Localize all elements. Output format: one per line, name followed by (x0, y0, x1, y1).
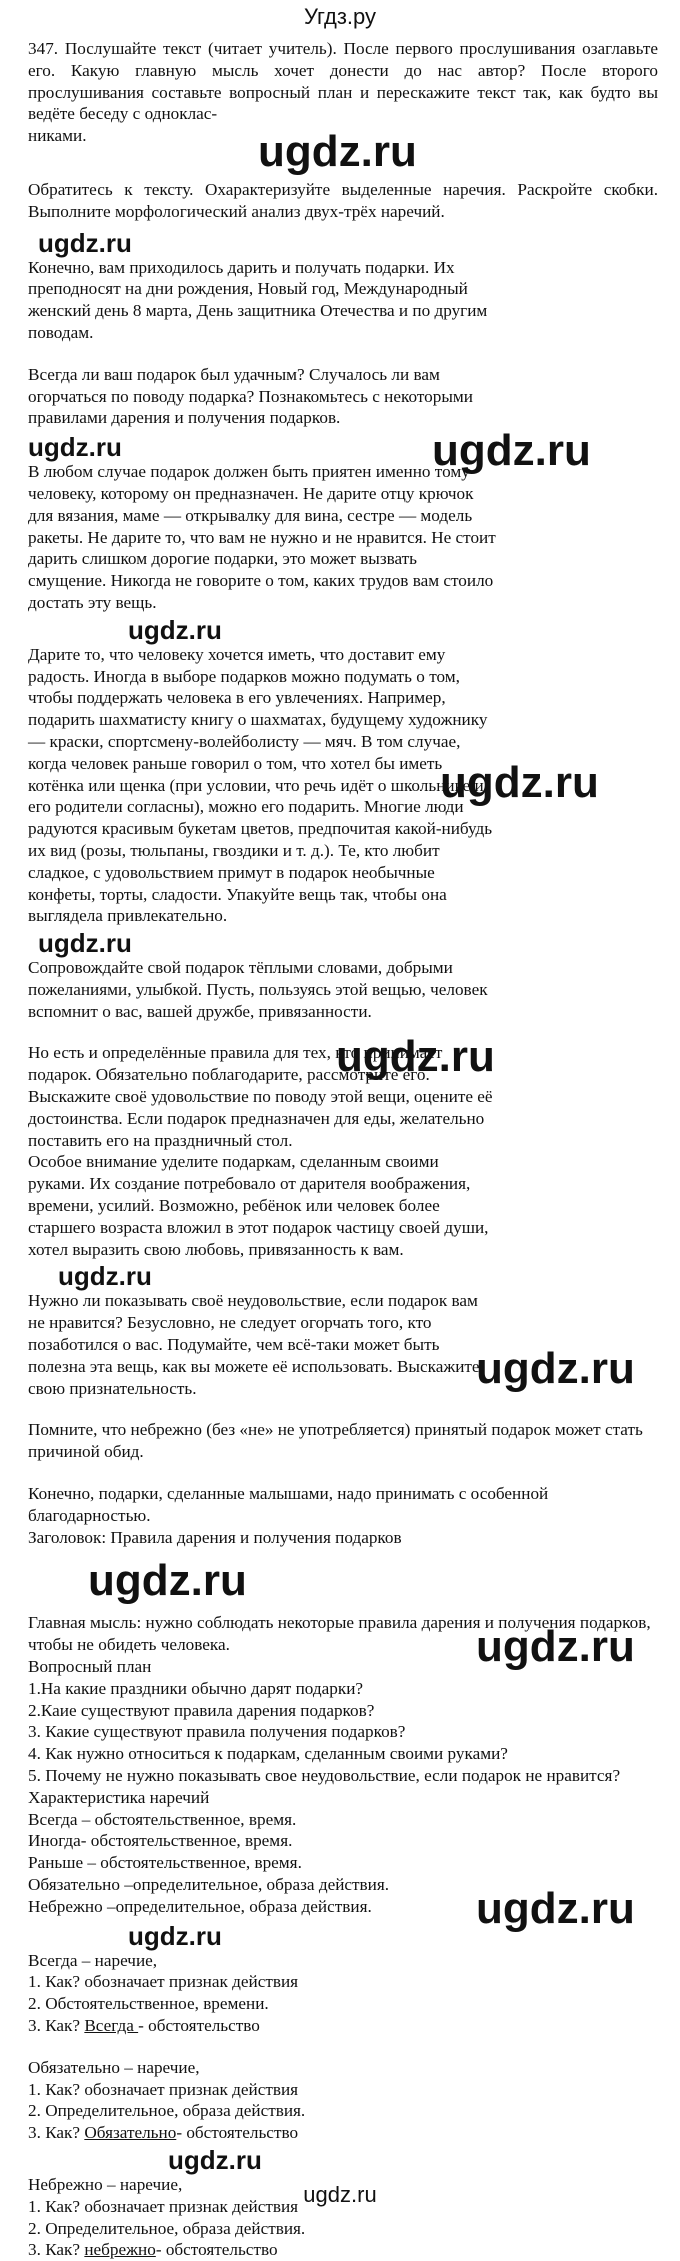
text-block: Конечно, вам приходилось дарить и получать подарки. Их преподносят на дни рождения, Новый год, Международный женский день 8 марта, День защитника Отечества и по другим поводам. (28, 257, 488, 342)
watermark: ugdz.ru (336, 1032, 495, 1081)
watermark: ugdz.ru (258, 126, 417, 176)
analysis-head: Всегда – наречие, (28, 1950, 158, 1970)
text-block: Всегда ли ваш подарок был удачным? Случалось ли вам огорчаться по поводу подарка? Познакомьтесь с некоторыми правилами дарения и получения подарков. (28, 364, 473, 428)
text-block: Особое внимание уделите подаркам, сделанным своими руками. Их создание потребовало от дарителя воображения, времени, усилий. Возможно, ребёнок или человек более старшего возраста вложил в этот подарок частицу своей души, хотел выразить свою любовь, привязанность к вам. (28, 1152, 489, 1259)
analysis-prefix: 3. Как? (28, 2015, 85, 2035)
analysis-suffix: - обстоятельство (138, 2015, 260, 2035)
analysis-head: Небрежно – наречие, (28, 2174, 183, 2194)
underlined-adverb: Обязательно (84, 2123, 177, 2143)
text-block: В любом случае подарок должен быть приятен именно тому человеку, которому он предназначен. Не дарите отцу крючок для вязания, маме — открывалку для вина, сестре — модель ракеты. Не дарите то, что вам не нужно и не нравится. Не стоит дарить слишком дорогие подарки, это может вызвать смущение. Никогда не говорите о том, каких трудов вам стоило достать эту вещь. (28, 462, 496, 612)
adverb-item: Всегда – обстоятельственное, время. (28, 1809, 297, 1829)
task-paragraph-end: никами. (28, 126, 87, 146)
site-footer: ugdz.ru (303, 2182, 377, 2207)
plan-heading: Вопросный план (28, 1657, 152, 1677)
text-block: Помните, что небрежно (без «не» не употребляется) принятый подарок может стать (28, 1420, 643, 1440)
watermark: ugdz.ru (168, 2144, 262, 2175)
watermark: ugdz.ru (432, 426, 591, 475)
adverb-item: Небрежно –определительное, образа действия. (28, 1896, 372, 1916)
text-block-end: причиной обид. (28, 1442, 144, 1462)
analysis-line (28, 2122, 658, 2144)
underlined-adverb: Всегда (84, 2015, 139, 2035)
adverb-item: Обязательно –определительное, образа действия. (28, 1874, 390, 1894)
adverb-item: Иногда- обстоятельственное, время. (28, 1831, 293, 1851)
analysis-prefix: 3. Как? (28, 2240, 85, 2260)
analysis-line: 1. Как? обозначает признак действия (28, 2196, 299, 2216)
task-paragraph-2: Обратитесь к тексту. Охарактеризуйте выделенные наречия. Раскройте скобки. Выполните морфологический анализ двух-трёх наречий. (28, 179, 658, 221)
text-block: Но есть и определённые правила для тех, кто принимает подарок. Обязательно поблагодарите, рассмотрите его. Выскажите своё удовольствие по поводу этой вещи, оцените её достоинства. Если подарок предназначен для еды, желательно поставить его на праздничный стол. (28, 1043, 493, 1150)
site-header: Угдз.ру (303, 4, 377, 29)
text-block: Конечно, подарки, сделанные малышами, надо принимать с особенной благодарностью. (28, 1484, 549, 1525)
plan-item: 1.На какие праздники обычно дарят подарки? (28, 1678, 364, 1698)
analysis-line: 1. Как? обозначает признак действия (28, 2079, 299, 2099)
plan-item: 2.Каие существуют правила дарения подарков? (28, 1700, 375, 1720)
watermark: ugdz.ru (128, 1920, 222, 1951)
plan-item: 3. Какие существуют правила получения подарков? (28, 1722, 406, 1742)
watermark: ugdz.ru (38, 227, 132, 258)
analysis-line: 2. Определительное, образа действия. (28, 2218, 306, 2238)
underlined-adverb: небрежно (84, 2240, 156, 2260)
text-block: Нужно ли показывать своё неудовольствие, если подарок вам не нравится? Безусловно, не следует огорчать того, кто позаботился о вас. Подумайте, чем всё-таки может быть полезна эта вещь, как вы можете её использовать. Выскажите свою признательность. (28, 1291, 480, 1398)
analysis-line (28, 2239, 658, 2261)
task-paragraph: 347. Послушайте текст (читает учитель). После первого прослушивания озаглавьте его. Какую главную мысль хочет донести до нас автор? После второго прослушивания составьте вопросный план и перескажите текст так, как будто вы ведёте беседу с одноклас- (28, 39, 658, 124)
analysis-line: 2. Обстоятельственное, времени. (28, 1994, 269, 2014)
watermark: ugdz.ru (88, 1556, 247, 1606)
analysis-line: 1. Как? обозначает признак действия (28, 1972, 299, 1992)
analysis-suffix: - обстоятельство (176, 2123, 299, 2143)
watermark: ugdz.ru (476, 1884, 635, 1933)
watermark: ugdz.ru (476, 1622, 635, 1671)
watermark: ugdz.ru (58, 1261, 152, 1292)
watermark: ugdz.ru (28, 432, 122, 463)
watermark: ugdz.ru (476, 1344, 635, 1393)
analysis-line (28, 2015, 658, 2037)
plan-item: 4. Как нужно относиться к подаркам, сделанным своими руками? (28, 1744, 508, 1764)
watermark: ugdz.ru (128, 614, 222, 645)
text-block: Сопровождайте свой подарок тёплыми словами, добрыми пожеланиями, улыбкой. Пусть, пользуясь этой вещью, человек вспомнит о вас, вашей дружбе, привязанности. (28, 958, 488, 1021)
analysis-prefix: 3. Как? (28, 2123, 85, 2143)
watermark: ugdz.ru (440, 758, 599, 807)
answer-title: Заголовок: Правила дарения и получения подарков (28, 1527, 402, 1547)
answer-main-idea: Главная мысль: нужно соблюдать некоторые правила дарения и получения подарков, чтобы не обидеть человека. (28, 1613, 651, 1655)
adverbs-heading: Характеристика наречий (28, 1787, 210, 1807)
plan-item: 5. Почему не нужно показывать свое неудовольствие, если подарок не нравится? (28, 1766, 621, 1785)
analysis-head: Обязательно – наречие, (28, 2057, 200, 2077)
adverb-item: Раньше – обстоятельственное, время. (28, 1853, 302, 1873)
analysis-suffix: - обстоятельство (155, 2240, 278, 2260)
analysis-line: 2. Определительное, образа действия. (28, 2101, 306, 2121)
text-block: Дарите то, что человеку хочется иметь, что доставит ему радость. Иногда в выборе подарков можно подумать о том, чтобы поддержать человека в его увлечениях. Например, подарить шахматисту книгу о шахматах, будущему художнику — краски, спортсмену-волейболисту — мяч. В том случае, когда человек раньше говорил о том, что хотел бы иметь котёнка или щенка (при условии, что речь идёт о школьнике и его родители согласны), можно его подарить. Многие люди радуются красивым букетам цветов, предпочитая какой-нибудь их вид (розы, тюльпаны, гвоздики и т. д.). Те, кто любит сладкое, с удовольствием примут в подарок необычные конфеты, торты, сладости. Упакуйте вещь так, чтобы она выглядела привлекательно. (28, 644, 493, 926)
watermark: ugdz.ru (38, 928, 132, 959)
